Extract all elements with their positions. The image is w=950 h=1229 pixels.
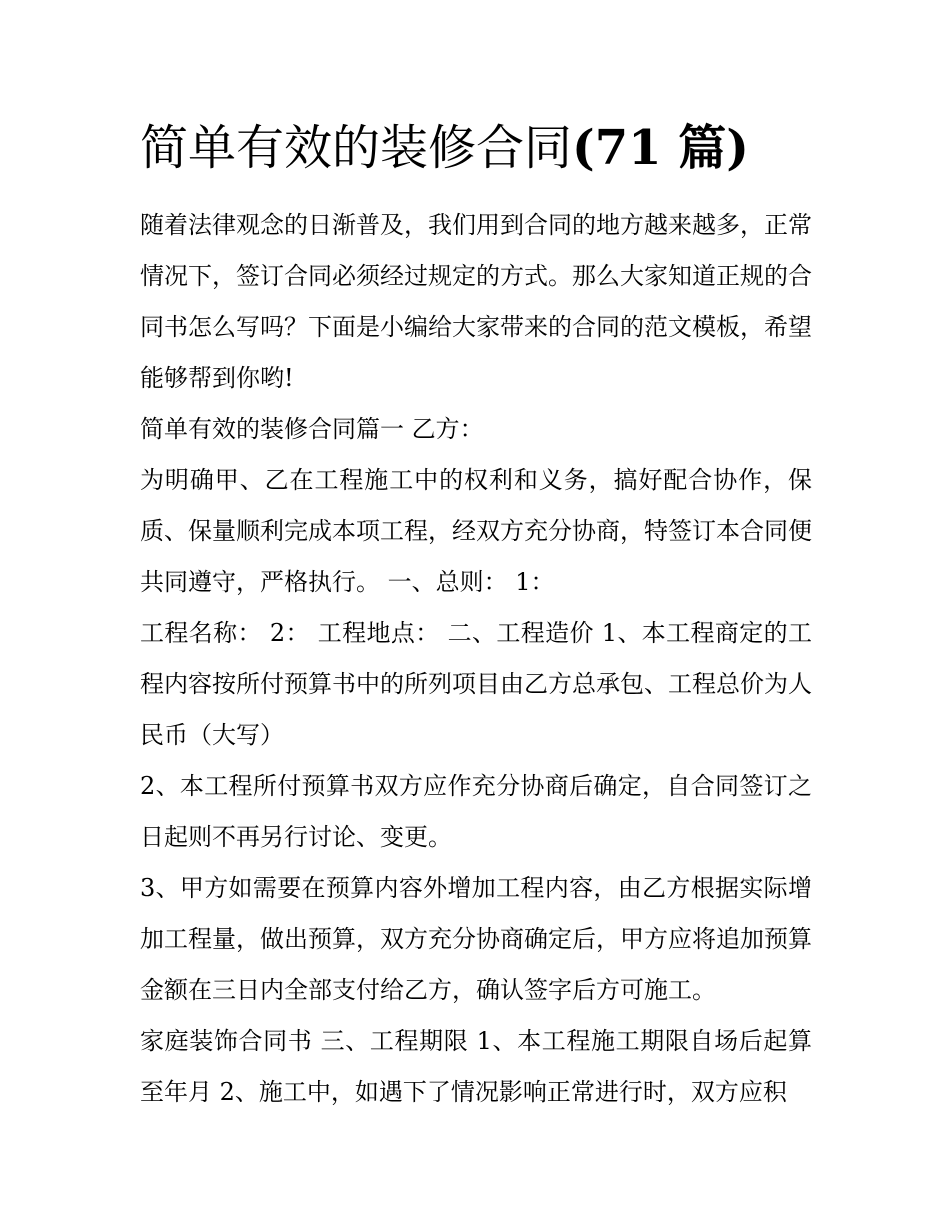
paragraph-clause-2: 2、本工程所付预算书双方应作充分协商后确定，自合同签订之日起则不再另行讨论、变更。: [140, 772, 812, 851]
paragraph-clause-3: 3、甲方如需要在预算内容外增加工程内容，由乙方根据实际增加工程量，做出预算，双方充分协商确定后，甲方应将追加预算金额在三日内全部支付给乙方，确认签字后方可施工。: [140, 874, 812, 1004]
title-count: (71 篇): [572, 120, 749, 176]
paragraph-section-heading: 简单有效的装修合同篇一 乙方：: [140, 415, 484, 443]
paragraph-intro: 随着法律观念的日渐普及，我们用到合同的地方越来越多，正常情况下，签订合同必须经过规定的方式。那么大家知道正规的合同书怎么写吗？下面是小编给大家带来的合同的范文模板，希望能够帮到你哟!: [140, 211, 812, 392]
document-page: [140, 112, 812, 1118]
title-main: 简单有效的装修合同: [140, 120, 573, 176]
document-title: [140, 112, 812, 184]
paragraph-project-cost: 工程名称： 2： 工程地点： 二、工程造价 1、本工程商定的工程内容按所付预算书中的所列项目由乙方总承包、工程总价为人民币（大写）: [140, 619, 812, 749]
paragraph-purpose: 为明确甲、乙在工程施工中的权利和义务，搞好配合协作，保质、保量顺利完成本项工程，经双方充分协商，特签订本合同便共同遵守，严格执行。 一、总则： 1：: [140, 466, 812, 596]
paragraph-project-term: 家庭装饰合同书 三、工程期限 1、本工程施工期限自场后起算至年月 2、施工中，如遇下了情况影响正常进行时，双方应积: [140, 1027, 812, 1106]
